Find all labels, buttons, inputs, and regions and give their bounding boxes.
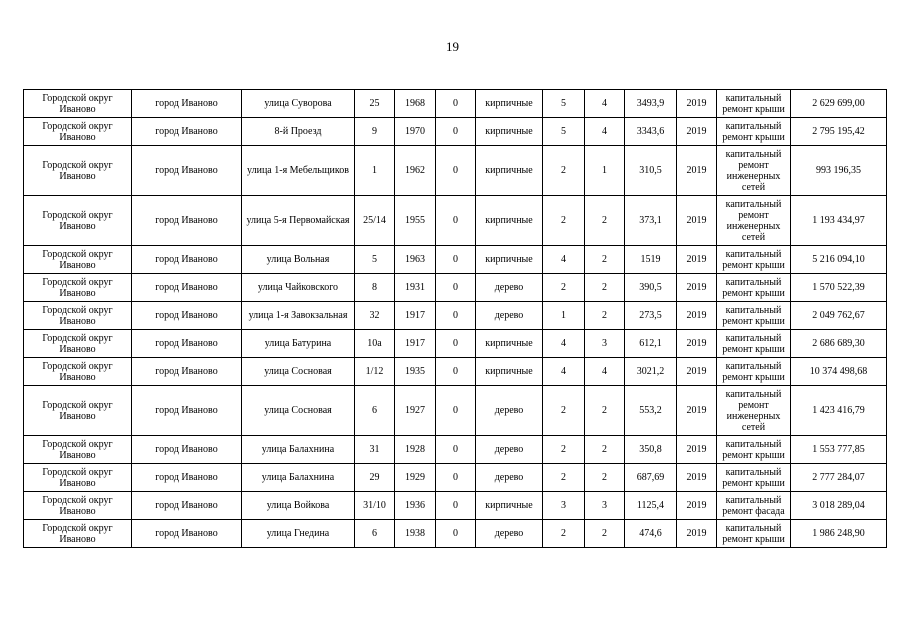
table-row xyxy=(24,386,887,436)
cell-flag: 0 xyxy=(436,90,476,118)
cell-year: 1962 xyxy=(395,146,436,196)
cell-district: Городской округ Иваново xyxy=(24,330,132,358)
table-row xyxy=(24,246,887,274)
table-row xyxy=(24,464,887,492)
cell-flag: 0 xyxy=(436,436,476,464)
cell-flag: 0 xyxy=(436,274,476,302)
cell-entrances: 3 xyxy=(585,330,625,358)
cell-district: Городской округ Иваново xyxy=(24,492,132,520)
cell-plan-year: 2019 xyxy=(677,464,717,492)
cell-house: 25/14 xyxy=(355,196,395,246)
cell-street: улица 1-я Мебельщиков xyxy=(242,146,355,196)
cell-house: 25 xyxy=(355,90,395,118)
cell-floors: 5 xyxy=(543,118,585,146)
cell-plan-year: 2019 xyxy=(677,196,717,246)
cell-work: капитальный ремонт инженерных сетей xyxy=(717,196,791,246)
cell-year: 1928 xyxy=(395,436,436,464)
cell-material: кирпичные xyxy=(476,492,543,520)
cell-work: капитальный ремонт крыши xyxy=(717,330,791,358)
cell-entrances: 4 xyxy=(585,358,625,386)
cell-district: Городской округ Иваново xyxy=(24,90,132,118)
cell-entrances: 1 xyxy=(585,146,625,196)
cell-entrances: 4 xyxy=(585,90,625,118)
cell-plan-year: 2019 xyxy=(677,492,717,520)
cell-house: 31 xyxy=(355,436,395,464)
cell-plan-year: 2019 xyxy=(677,90,717,118)
cell-material: кирпичные xyxy=(476,246,543,274)
table-row xyxy=(24,358,887,386)
cell-floors: 1 xyxy=(543,302,585,330)
cell-house: 29 xyxy=(355,464,395,492)
cell-house: 32 xyxy=(355,302,395,330)
cell-house: 8 xyxy=(355,274,395,302)
cell-entrances: 2 xyxy=(585,196,625,246)
cell-city: город Иваново xyxy=(132,118,242,146)
cell-entrances: 3 xyxy=(585,492,625,520)
cell-street: улица 1-я Завокзальная xyxy=(242,302,355,330)
cell-district: Городской округ Иваново xyxy=(24,246,132,274)
cell-district: Городской округ Иваново xyxy=(24,436,132,464)
table-row xyxy=(24,492,887,520)
cell-material: кирпичные xyxy=(476,330,543,358)
table-row xyxy=(24,436,887,464)
cell-cost: 1 553 777,85 xyxy=(791,436,887,464)
house-repair-table xyxy=(23,89,887,548)
cell-city: город Иваново xyxy=(132,386,242,436)
cell-area: 612,1 xyxy=(625,330,677,358)
table-row xyxy=(24,196,887,246)
cell-flag: 0 xyxy=(436,358,476,386)
cell-house: 1 xyxy=(355,146,395,196)
cell-district: Городской округ Иваново xyxy=(24,118,132,146)
cell-entrances: 2 xyxy=(585,386,625,436)
cell-year: 1917 xyxy=(395,302,436,330)
cell-cost: 1 570 522,39 xyxy=(791,274,887,302)
cell-entrances: 2 xyxy=(585,274,625,302)
cell-district: Городской округ Иваново xyxy=(24,196,132,246)
cell-flag: 0 xyxy=(436,196,476,246)
cell-entrances: 4 xyxy=(585,118,625,146)
cell-material: кирпичные xyxy=(476,90,543,118)
cell-district: Городской округ Иваново xyxy=(24,302,132,330)
cell-year: 1936 xyxy=(395,492,436,520)
cell-year: 1963 xyxy=(395,246,436,274)
cell-city: город Иваново xyxy=(132,492,242,520)
cell-street: улица Сосновая xyxy=(242,358,355,386)
cell-area: 273,5 xyxy=(625,302,677,330)
cell-plan-year: 2019 xyxy=(677,146,717,196)
cell-material: дерево xyxy=(476,386,543,436)
cell-area: 553,2 xyxy=(625,386,677,436)
table-row xyxy=(24,146,887,196)
cell-house: 9 xyxy=(355,118,395,146)
cell-entrances: 2 xyxy=(585,436,625,464)
cell-year: 1935 xyxy=(395,358,436,386)
cell-year: 1917 xyxy=(395,330,436,358)
cell-area: 390,5 xyxy=(625,274,677,302)
cell-floors: 2 xyxy=(543,436,585,464)
cell-floors: 2 xyxy=(543,274,585,302)
cell-plan-year: 2019 xyxy=(677,274,717,302)
cell-entrances: 2 xyxy=(585,246,625,274)
cell-house: 6 xyxy=(355,520,395,548)
cell-year: 1927 xyxy=(395,386,436,436)
cell-city: город Иваново xyxy=(132,436,242,464)
cell-house: 5 xyxy=(355,246,395,274)
cell-year: 1931 xyxy=(395,274,436,302)
cell-material: кирпичные xyxy=(476,118,543,146)
cell-material: дерево xyxy=(476,520,543,548)
cell-flag: 0 xyxy=(436,386,476,436)
cell-area: 3493,9 xyxy=(625,90,677,118)
cell-street: улица Чайковского xyxy=(242,274,355,302)
cell-area: 350,8 xyxy=(625,436,677,464)
cell-floors: 2 xyxy=(543,464,585,492)
cell-work: капитальный ремонт крыши xyxy=(717,464,791,492)
cell-area: 1125,4 xyxy=(625,492,677,520)
cell-work: капитальный ремонт фасада xyxy=(717,492,791,520)
cell-city: город Иваново xyxy=(132,246,242,274)
cell-district: Городской округ Иваново xyxy=(24,146,132,196)
cell-area: 1519 xyxy=(625,246,677,274)
cell-plan-year: 2019 xyxy=(677,118,717,146)
cell-flag: 0 xyxy=(436,118,476,146)
cell-work: капитальный ремонт инженерных сетей xyxy=(717,146,791,196)
cell-street: улица Суворова xyxy=(242,90,355,118)
cell-floors: 2 xyxy=(543,146,585,196)
cell-flag: 0 xyxy=(436,492,476,520)
cell-entrances: 2 xyxy=(585,464,625,492)
cell-plan-year: 2019 xyxy=(677,436,717,464)
cell-city: город Иваново xyxy=(132,146,242,196)
cell-city: город Иваново xyxy=(132,330,242,358)
cell-work: капитальный ремонт крыши xyxy=(717,302,791,330)
cell-cost: 2 777 284,07 xyxy=(791,464,887,492)
cell-floors: 2 xyxy=(543,196,585,246)
cell-city: город Иваново xyxy=(132,90,242,118)
cell-material: кирпичные xyxy=(476,146,543,196)
cell-flag: 0 xyxy=(436,302,476,330)
cell-entrances: 2 xyxy=(585,302,625,330)
cell-street: улица Балахнина xyxy=(242,436,355,464)
cell-work: капитальный ремонт крыши xyxy=(717,274,791,302)
cell-work: капитальный ремонт инженерных сетей xyxy=(717,386,791,436)
cell-street: улица Вольная xyxy=(242,246,355,274)
cell-cost: 5 216 094,10 xyxy=(791,246,887,274)
cell-street: улица Батурина xyxy=(242,330,355,358)
cell-flag: 0 xyxy=(436,520,476,548)
cell-floors: 5 xyxy=(543,90,585,118)
cell-floors: 4 xyxy=(543,246,585,274)
cell-city: город Иваново xyxy=(132,196,242,246)
cell-area: 3343,6 xyxy=(625,118,677,146)
cell-cost: 993 196,35 xyxy=(791,146,887,196)
cell-flag: 0 xyxy=(436,246,476,274)
cell-material: дерево xyxy=(476,302,543,330)
cell-material: дерево xyxy=(476,464,543,492)
cell-material: кирпичные xyxy=(476,358,543,386)
cell-house: 31/10 xyxy=(355,492,395,520)
cell-house: 6 xyxy=(355,386,395,436)
cell-street: улица Войкова xyxy=(242,492,355,520)
cell-city: город Иваново xyxy=(132,274,242,302)
cell-plan-year: 2019 xyxy=(677,520,717,548)
cell-year: 1955 xyxy=(395,196,436,246)
cell-floors: 4 xyxy=(543,358,585,386)
cell-street: улица 5-я Первомайская xyxy=(242,196,355,246)
table-row xyxy=(24,274,887,302)
cell-material: дерево xyxy=(476,436,543,464)
cell-city: город Иваново xyxy=(132,520,242,548)
cell-city: город Иваново xyxy=(132,302,242,330)
cell-year: 1970 xyxy=(395,118,436,146)
cell-work: капитальный ремонт крыши xyxy=(717,520,791,548)
cell-entrances: 2 xyxy=(585,520,625,548)
cell-flag: 0 xyxy=(436,464,476,492)
table-row xyxy=(24,118,887,146)
table-row xyxy=(24,302,887,330)
cell-cost: 1 193 434,97 xyxy=(791,196,887,246)
cell-cost: 10 374 498,68 xyxy=(791,358,887,386)
page-number: 19 xyxy=(446,39,459,54)
cell-area: 687,69 xyxy=(625,464,677,492)
cell-district: Городской округ Иваново xyxy=(24,386,132,436)
cell-plan-year: 2019 xyxy=(677,358,717,386)
cell-street: 8-й Проезд xyxy=(242,118,355,146)
cell-floors: 4 xyxy=(543,330,585,358)
cell-floors: 3 xyxy=(543,492,585,520)
cell-work: капитальный ремонт крыши xyxy=(717,436,791,464)
cell-work: капитальный ремонт крыши xyxy=(717,90,791,118)
cell-plan-year: 2019 xyxy=(677,246,717,274)
cell-house: 1/12 xyxy=(355,358,395,386)
cell-district: Городской округ Иваново xyxy=(24,464,132,492)
cell-work: капитальный ремонт крыши xyxy=(717,246,791,274)
cell-cost: 2 795 195,42 xyxy=(791,118,887,146)
table-row xyxy=(24,90,887,118)
cell-district: Городской округ Иваново xyxy=(24,520,132,548)
table-row xyxy=(24,520,887,548)
cell-material: кирпичные xyxy=(476,196,543,246)
cell-house: 10а xyxy=(355,330,395,358)
cell-area: 373,1 xyxy=(625,196,677,246)
table-row xyxy=(24,330,887,358)
cell-floors: 2 xyxy=(543,386,585,436)
cell-year: 1938 xyxy=(395,520,436,548)
cell-city: город Иваново xyxy=(132,358,242,386)
cell-street: улица Балахнина xyxy=(242,464,355,492)
cell-work: капитальный ремонт крыши xyxy=(717,358,791,386)
cell-street: улица Гнедина xyxy=(242,520,355,548)
cell-flag: 0 xyxy=(436,146,476,196)
cell-area: 474,6 xyxy=(625,520,677,548)
cell-work: капитальный ремонт крыши xyxy=(717,118,791,146)
cell-cost: 1 423 416,79 xyxy=(791,386,887,436)
cell-district: Городской округ Иваново xyxy=(24,274,132,302)
cell-flag: 0 xyxy=(436,330,476,358)
cell-plan-year: 2019 xyxy=(677,330,717,358)
cell-year: 1968 xyxy=(395,90,436,118)
cell-district: Городской округ Иваново xyxy=(24,358,132,386)
cell-cost: 2 629 699,00 xyxy=(791,90,887,118)
cell-cost: 3 018 289,04 xyxy=(791,492,887,520)
cell-material: дерево xyxy=(476,274,543,302)
cell-area: 310,5 xyxy=(625,146,677,196)
cell-cost: 2 049 762,67 xyxy=(791,302,887,330)
cell-year: 1929 xyxy=(395,464,436,492)
cell-plan-year: 2019 xyxy=(677,386,717,436)
cell-city: город Иваново xyxy=(132,464,242,492)
cell-plan-year: 2019 xyxy=(677,302,717,330)
cell-cost: 1 986 248,90 xyxy=(791,520,887,548)
cell-street: улица Сосновая xyxy=(242,386,355,436)
cell-floors: 2 xyxy=(543,520,585,548)
cell-cost: 2 686 689,30 xyxy=(791,330,887,358)
cell-area: 3021,2 xyxy=(625,358,677,386)
